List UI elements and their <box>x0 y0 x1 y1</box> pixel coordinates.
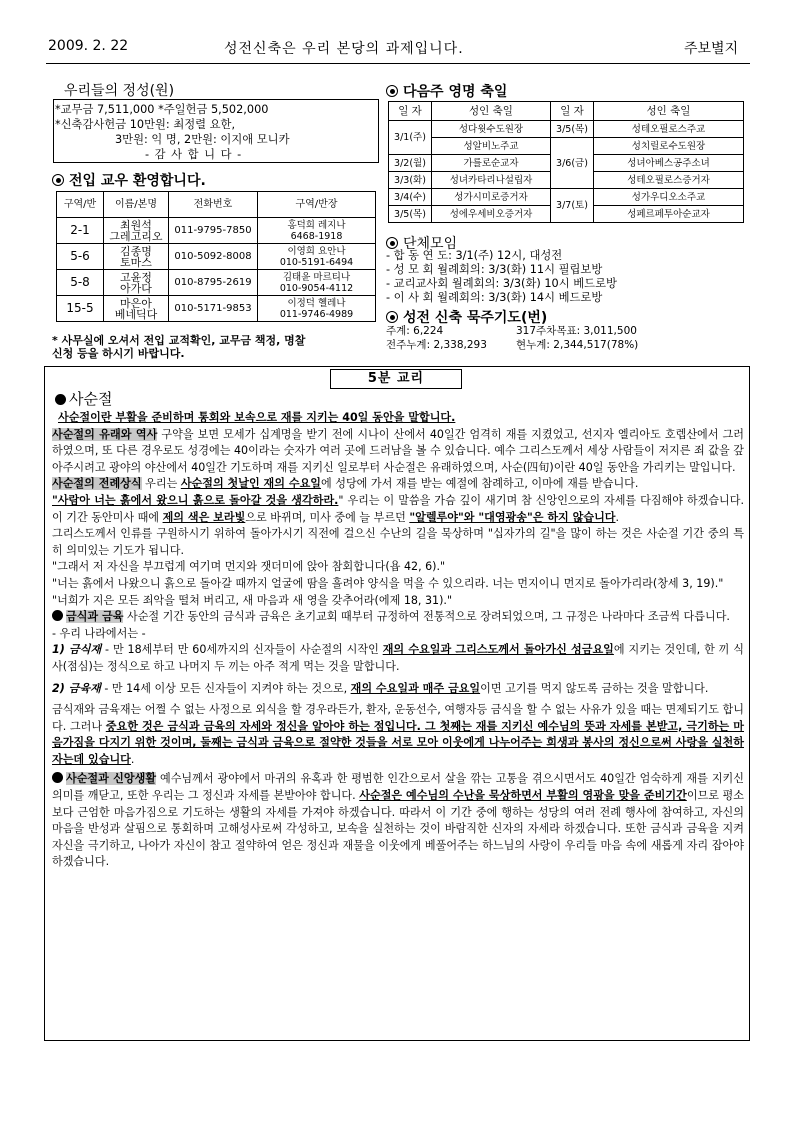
list-item: - 성 모 회 월례회의: 3/3(화) 11시 필립보방 <box>386 263 603 276</box>
col-header: 일 자 <box>551 102 594 121</box>
contributions-title: 우리들의 정성(원) <box>64 83 175 99</box>
group-title: 단체모임 <box>386 233 457 253</box>
group-list <box>386 249 746 305</box>
headline: 성전신축은 우리 본당의 과제입니다. <box>224 41 464 57</box>
black-circle-icon <box>52 610 63 621</box>
table-row: 2-1 최원석 그레고리오 011-9795-7850 홍덕희 레지나 6468-1918 <box>57 218 376 244</box>
feast-title: 다음주 영명 축일 <box>386 81 507 101</box>
list-item: - 교리교사회 월례회의: 3/3(화) 10시 베드로방 <box>386 277 617 290</box>
list-item: - 합 동 연 도: 3/1(주) 12시, 대성전 <box>386 249 563 262</box>
col-header: 성인 축일 <box>594 102 744 121</box>
welcome-note: * 사무실에 오셔서 전입 교적확인, 교무금 책정, 명찰 신청 등을 하시기 바랍니다. <box>52 334 306 360</box>
contributions-list <box>55 102 375 162</box>
page-header <box>46 38 746 60</box>
col-header: 구역/반장 <box>258 192 376 218</box>
table-row: 5-6 김종명 토마스 010-5092-8008 이영희 요안나 010-5191-6494 <box>57 244 376 270</box>
bulletin-label: 주보별지 <box>684 41 739 57</box>
col-header: 이름/본명 <box>104 192 169 218</box>
contribution-line: - 감 사 합 니 다 - <box>145 148 243 161</box>
header-divider <box>46 63 750 64</box>
lesson-heading: 사순절 <box>55 388 112 409</box>
col-header: 구역/반 <box>57 192 104 218</box>
black-circle-icon <box>55 394 66 405</box>
contribution-line: 3만원: 익 명, 2만원: 이지애 모니카 <box>115 133 290 146</box>
lesson-box-title: 5분 교리 <box>330 369 462 389</box>
welcome-title: 전입 교우 환영합니다. <box>52 170 206 190</box>
col-header: 일 자 <box>389 102 432 121</box>
welcome-table <box>56 191 376 322</box>
issue-date: 2009. 2. 22 <box>48 38 129 54</box>
target-bullet-icon <box>386 237 398 249</box>
table-row: 5-8 고윤정 아가다 010-8795-2619 김태윤 마르티나 010-9054-4112 <box>57 270 376 296</box>
feast-table: 일 자 성인 축일 일 자 성인 축일 3/1(주) 성다윗수도원장 3/5(목) 성테오필로스주교 성알비노주교 3/6(금) 성치릴로수도원장 3/2(월) 가를로순교자 성녀아베스공주소녀 3/3(화) 성녀카타리나설립자 성테오필로스증거자 3/4(수) 성가시미로증거자 3/7(토) 성가우디오소주교 3/5(목) 성에우세비오증거자 성페르페투아순교자 <box>388 101 744 223</box>
black-circle-icon <box>52 772 63 783</box>
table-row: 15-5 마은아 베네딕다 010-5171-9853 이정덕 헬레나 011-9746-4989 <box>57 296 376 322</box>
rosary-title: 성전 신축 묵주기도(번) <box>386 307 547 327</box>
target-bullet-icon <box>386 85 398 97</box>
target-bullet-icon <box>386 311 398 323</box>
target-bullet-icon <box>52 174 64 186</box>
col-header: 전화번호 <box>169 192 258 218</box>
col-header: 성인 축일 <box>432 102 551 121</box>
list-item: - 이 사 회 월례회의: 3/3(화) 14시 베드로방 <box>386 291 603 304</box>
contribution-line: *신축감사헌금 10만원: 최정렬 요한, <box>55 118 236 131</box>
rosary-stats: 주계: 6,224 317주차목표: 3,011,500 전주누계: 2,338,293 현누계: 2,344,517(78%) <box>386 325 639 351</box>
contribution-line: *교무금 7,511,000 *주일헌금 5,502,000 <box>55 103 269 116</box>
lesson-body: 사순절이란 부활을 준비하며 통회와 보속으로 재를 지키는 40일 동안을 말합니다. 사순절의 유래와 역사 구약을 보면 모세가 십계명을 받기 전에 시나이 산에서 40일간 엄격히 재를 지켰었고, 선지자 엘리아도 호렙산에서 그러하였으며, 또 다른 경우로도 성경에는 40이라는 숫자가 여러 곳에 드러남을 볼 수 있습니다. 예수 그리스도께서 세상 사람들이 저지른 죄 값을 갚아주시려고 광야의 야산에서 40일간 기도하며 재를 지키신 일로부터 사순절은 유래하였으며, 사순(四旬)이란 40일 동안을 가리키는 말입니다. 사순절의 전례상식 우리는 사순절의 첫날인 재의 수요일에 성당에 가서 재를 받는 예절에 참례하고, 이마에 재를 받습니다. "사람아 너는 흙에서 왔으니 흙으로 돌아갈 것을 생각하라." 우리는 이 말씀을 가슴 깊이 새기며 참 신앙인으로의 자세를 다짐해야 하겠습니다. 이 기간 동안미사 때에 제의 색은 보라빛으로 바뀌며, 미사 중에 늘 부르던 "알렐루야"와 "대영광송"은 하지 않습니다. 그리스도께서 인류를 구원하시기 위하여 돌아가시기 직전에 걸으신 수난의 길을 묵상하며 "십자가의 길"을 많이 하는 것은 사순절 기간 중의 특히 의미있는 기도가 됩니다. "그래서 저 자신을 부끄럽게 여기며 먼지와 잿더미에 앉아 참회합니다(욥 42, 6)." "너는 흙에서 나왔으니 흙으로 돌아갈 때까지 얼굴에 땀을 흘려야 양식을 먹을 수 있으리라. 너는 먼지이니 먼지로 돌아가리라(창세 3, 19)." "너희가 지은 모든 죄악을 떨쳐 버리고, 새 마음과 새 영을 갖추어라(에제 18, 31)." 금식과 금육 사순절 기간 동안의 금식과 금육은 초기교회 때부터 규정하여 전통적으로 장려되었으며, 그 규정은 나라마다 조금씩 다릅니다. - 우리 나라에서는 - 1) 금식재 - 만 18세부터 만 60세까지의 신자들이 사순절의 시작인 재의 수요일과 그리스도께서 돌아가신 성금요일에 지키는 것인데, 한 끼 식사(점심)는 정식으로 하고 나머지 두 끼는 아주 적게 먹는 것을 말합니다. 2) 금육재 - 만 14세 이상 모든 신자들이 지켜야 하는 것으로, 재의 수요일과 매주 금요일이면 고기를 먹지 않도록 금하는 것을 말합니다. 금식재와 금육재는 어쩔 수 없는 사정으로 외식을 할 경우라든가, 환자, 운동선수, 여행자등 금식을 할 수 없는 사유가 있을 때는 면제되기도 합니다. 그러나 중요한 것은 금식과 금육의 자세와 정신을 알아야 하는 점입니다. 그 첫째는 재를 지키신 예수님의 뜻과 자세를 본받고, 극기하는 마음가짐을 다지기 위한 것이며, 둘째는 금식과 금육으로 절약한 것들을 서로 모아 이웃에게 나누어주는 희생과 봉사의 정신으로써 사랑을 실천하자는데 있습니다. 사순절과 신앙생활 예수님께서 광야에서 마귀의 유혹과 한 평범한 인간으로서 살을 깎는 고통을 겪으시면서도 40일간 엄숙하게 재를 지키신 의미를 깨닫고, 또한 우리는 그 정신과 자세를 본받아야 합니다. 사순절은 예수님의 수난을 묵상하면서 부활의 영광을 맞을 준비기간이므로 평소보다 근엄한 마음가짐으로 기도하는 생활의 자세를 가져야 하겠습니다. 따라서 이 기간 중에 행하는 성당의 여러 전례 행사에 참여하고, 자신의 마음을 반성과 살핌으로 통회하며 고해성사로써 각성하고, 보속을 실천하는 것이 바람직한 신자의 자세라 하겠습니다. 또한 금식과 금육을 지켜 자신을 극기하고, 나아가 자신이 참고 절약하여 얻은 정신과 재물을 이웃에게 베풀어주는 하느님의 사랑이 우리들 마음 속에 새롭게 자리 잡아야 하겠습니다. <box>52 411 745 869</box>
